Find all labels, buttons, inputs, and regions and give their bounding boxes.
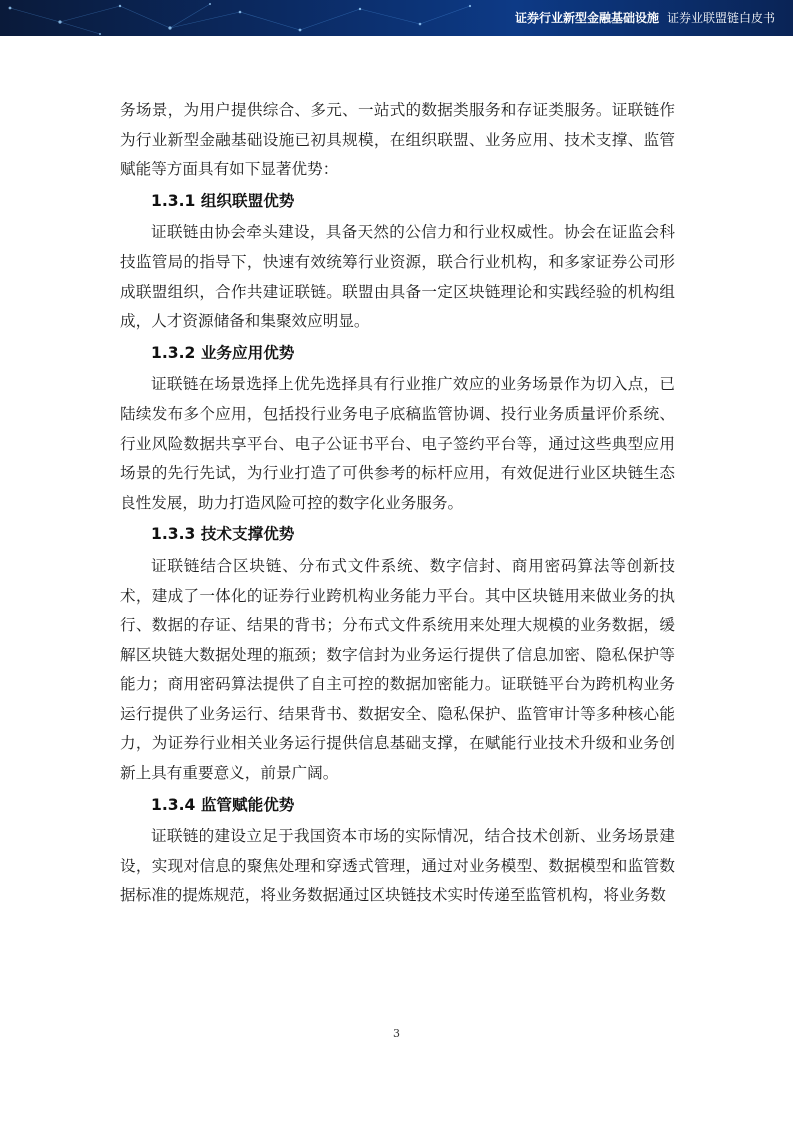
section-heading-1-3-1: 1.3.1 组织联盟优势 [151,191,295,210]
section-heading-1-3-2: 1.3.2 业务应用优势 [151,343,295,362]
document-body [120,96,675,911]
page-number: 3 [393,1027,400,1040]
section-paragraph-1-3-4: 证联链的建设立足于我国资本市场的实际情况，结合技术创新、业务场景建设，实现对信息的聚焦处理和穿透式管理，通过对业务模型、数据模型和监管数据标准的提炼规范，将业务数据通过区块链技术实时传递至监管机构，将业务数 [120,827,675,905]
header-title-sub: 证券业联盟链白皮书 [666,11,775,25]
section-paragraph-1-3-3: 证联链结合区块链、分布式文件系统、数字信封、商用密码算法等创新技术，建成了一体化的证券行业跨机构业务能力平台。其中区块链用来做业务的执行、数据的存证、结果的背书；分布式文件系统用来处理大规模的业务数据，缓解区块链大数据处理的瓶颈；数字信封为业务运行提供了信息加密、隐私保护等能力；商用密码算法提供了自主可控的数据加密能力。证联链平台为跨机构业务运行提供了业务运行、结果背书、数据安全、隐私保护、监管审计等多种核心能力，为证券行业相关业务运行提供信息基础支撑，在赋能行业技术升级和业务创新上具有重要意义，前景广阔。 [120,556,675,783]
section-paragraph-1-3-2: 证联链在场景选择上优先选择具有行业推广效应的业务场景作为切入点，已陆续发布多个应用，包括投行业务电子底稿监管协调、投行业务质量评价系统、行业风险数据共享平台、电子公证书平台、电子签约平台等，通过这些典型应用场景的先行先试，为行业打造了可供参考的标杆应用，有效促进行业区块链生态良性发展，助力打造风险可控的数字化业务服务。 [120,375,675,512]
intro-paragraph: 务场景，为用户提供综合、多元、一站式的数据类服务和存证类服务。证联链作为行业新型金融基础设施已初具规模，在组织联盟、业务应用、技术支撑、监管赋能等方面具有如下显著优势： [120,101,675,179]
section-paragraph-1-3-1: 证联链由协会牵头建设，具备天然的公信力和行业权威性。协会在证监会科技监管局的指导下，快速有效统筹行业资源，联合行业机构，和多家证券公司形成联盟组织，合作共建证联链。联盟由具备一定区块链理论和实践经验的机构组成，人才资源储备和集聚效应明显。 [120,223,675,331]
header-title [515,9,775,27]
header-title-main: 证券行业新型金融基础设施 [514,11,659,25]
section-heading-1-3-3: 1.3.3 技术支撑优势 [151,525,295,544]
header-banner [0,0,793,36]
section-heading-1-3-4: 1.3.4 监管赋能优势 [151,795,295,814]
